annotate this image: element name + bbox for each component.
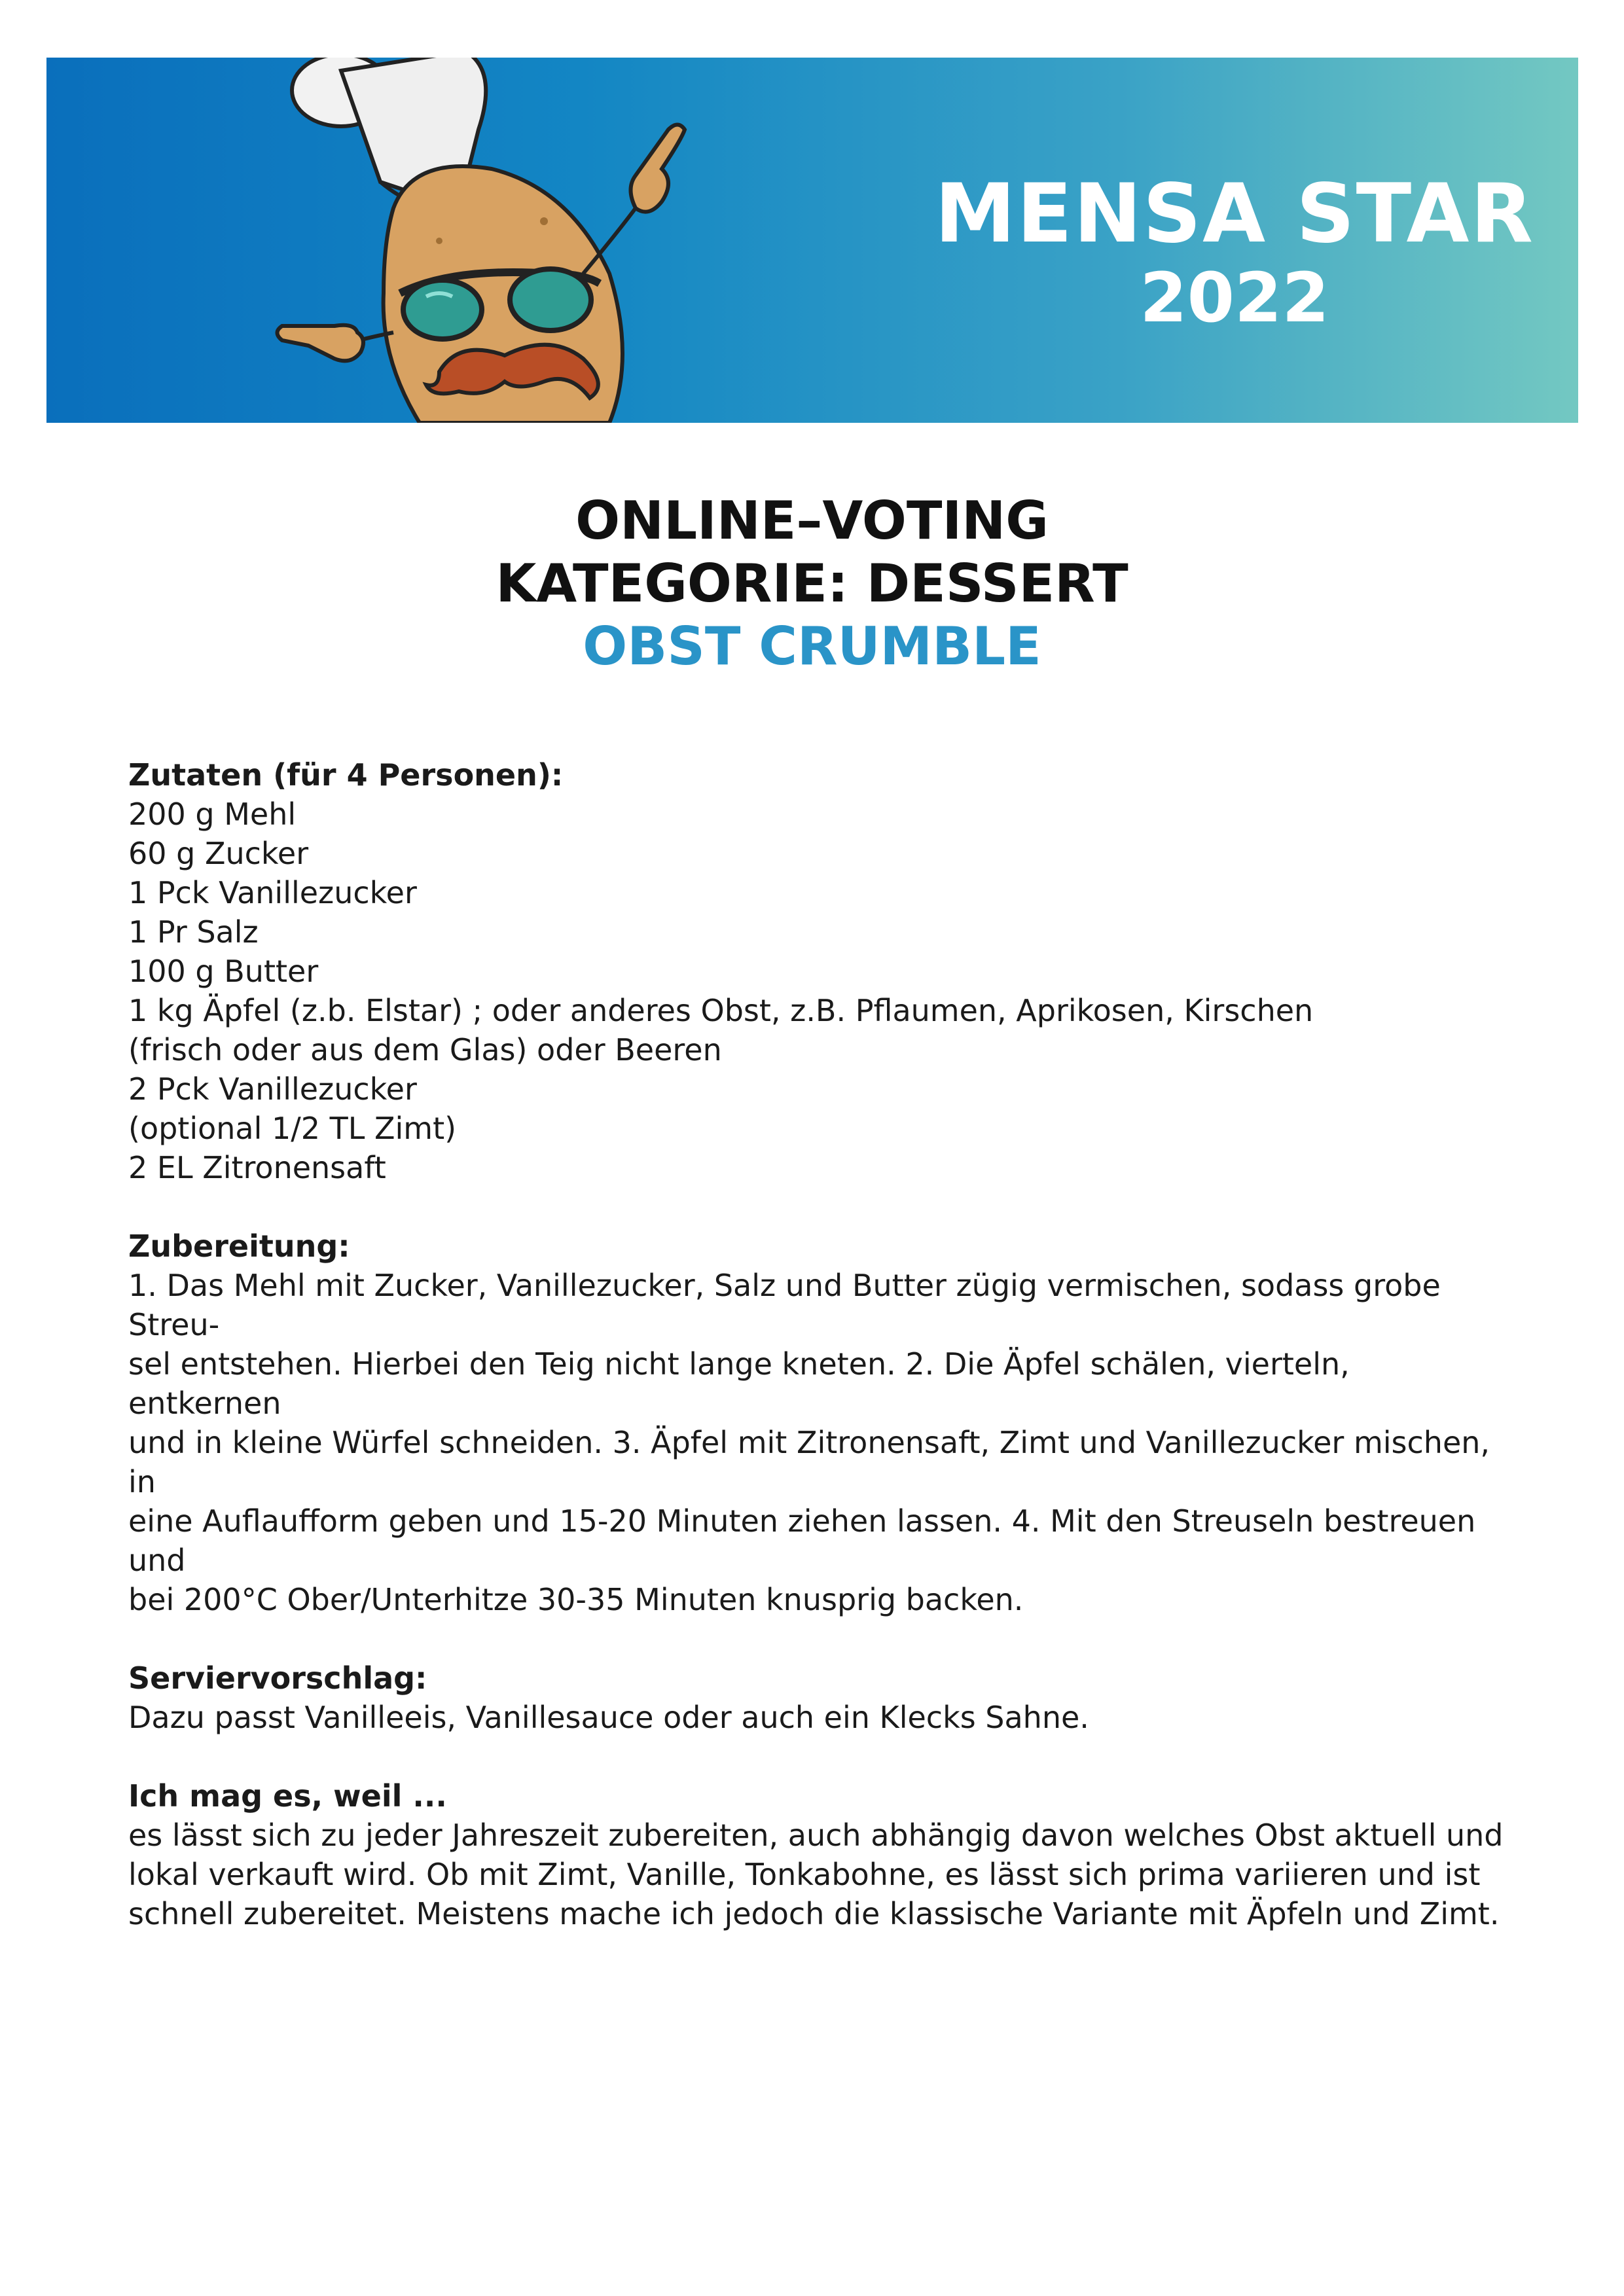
preparation-line: eine Auflaufform geben und 15-20 Minuten ziehen lassen. 4. Mit den Streuseln bestreuen und — [128, 1503, 1476, 1578]
ingredient-item: 60 g Zucker — [128, 836, 309, 871]
ingredient-item: 1 Pr Salz — [128, 914, 259, 950]
header-banner — [46, 58, 1578, 423]
ingredient-item: 2 Pck Vanillezucker — [128, 1071, 417, 1107]
ingredients-title: Zutaten (für 4 Personen): — [128, 757, 564, 793]
banner-title — [858, 169, 1578, 336]
preparation-line: bei 200°C Ober/Unterhitze 30-35 Minuten knusprig backen. — [128, 1582, 1024, 1617]
preparation-section — [128, 1227, 1509, 1619]
reason-section — [128, 1776, 1509, 1933]
reason-line: es lässt sich zu jeder Jahreszeit zubereiten, auch abhängig davon welches Obst aktuell und — [128, 1818, 1504, 1853]
preparation-line: und in kleine Würfel schneiden. 3. Äpfel mit Zitronensaft, Zimt und Vanillezucker mischen, in — [128, 1425, 1490, 1499]
heading-online-voting: ONLINE–VOTING — [575, 490, 1049, 551]
serving-line: Dazu passt Vanilleeis, Vanillesauce oder auch ein Klecks Sahne. — [128, 1700, 1089, 1735]
heading-dish-name: OBST CRUMBLE — [583, 616, 1041, 677]
serving-section — [128, 1659, 1509, 1737]
preparation-title: Zubereitung: — [128, 1229, 350, 1264]
ingredient-item: 2 EL Zitronensaft — [128, 1150, 386, 1185]
ingredient-item: 1 Pck Vanillezucker — [128, 875, 417, 910]
banner-title-year: 2022 — [1140, 257, 1329, 338]
potato-chef-mascot-illustration — [243, 58, 832, 423]
page-headings — [0, 490, 1624, 678]
serving-title: Serviervorschlag: — [128, 1660, 427, 1696]
ingredient-item: (optional 1/2 TL Zimt) — [128, 1111, 457, 1146]
ingredient-item: 1 kg Äpfel (z.b. Elstar) ; oder anderes Obst, z.B. Pflaumen, Aprikosen, Kirschen — [128, 993, 1314, 1028]
ingredients-section — [128, 755, 1509, 1187]
recipe-content — [128, 755, 1509, 1973]
ingredient-item: (frisch oder aus dem Glas) oder Beeren — [128, 1032, 722, 1067]
pointing-hand-left-icon — [278, 325, 394, 361]
preparation-line: 1. Das Mehl mit Zucker, Vanillezucker, Salz und Butter zügig vermischen, sodass grobe Streu- — [128, 1268, 1441, 1342]
reason-line: schnell zubereitet. Meistens mache ich jedoch die klassische Variante mit Äpfeln und Zimt. — [128, 1896, 1500, 1931]
banner-title-line1: MENSA STAR — [934, 167, 1535, 261]
preparation-line: sel entstehen. Hierbei den Teig nicht lange kneten. 2. Die Äpfel schälen, vierteln, entkernen — [128, 1346, 1350, 1421]
reason-line: lokal verkauft wird. Ob mit Zimt, Vanille, Tonkabohne, es lässt sich prima variieren und ist — [128, 1857, 1481, 1892]
heading-category: KATEGORIE: DESSERT — [496, 553, 1128, 614]
ingredient-item: 200 g Mehl — [128, 797, 297, 832]
ingredient-item: 100 g Butter — [128, 954, 319, 989]
reason-title: Ich mag es, weil ... — [128, 1778, 447, 1814]
